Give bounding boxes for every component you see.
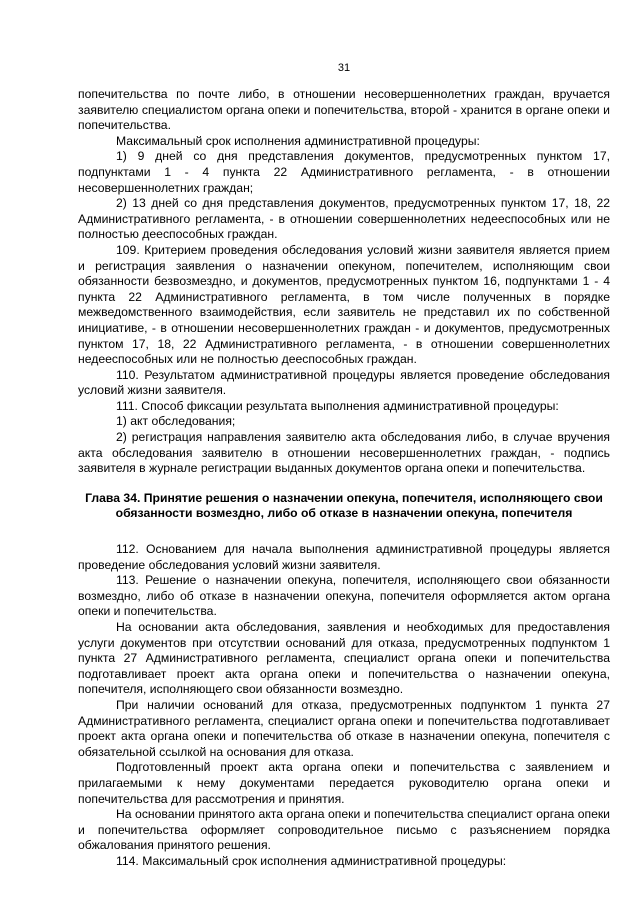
paragraph: 109. Критерием проведения обследования условий жизни заявителя является прием и регистрация заявления о назначении опекуном, попечителем, исполняющим свои обязанности безвозмездно, и документов, предусмотренных пунктом 16, подпунктами 1 - 4 пункта 22 Административного регламента, в том числе полученных в порядке межведомственного взаимодействия, если заявитель не представил их по собственной инициативе, - в отношении несовершеннолетних граждан - и документов, предусмотренных пунктом 17, 18, 22 Административного регламента, - в отношении совершеннолетних недееспособных или не полностью дееспособных граждан. (78, 242, 610, 367)
paragraph: 1) 9 дней со дня представления документов, предусмотренных пунктом 17, подпунктами 1 - 4 пункта 22 Административного регламента, - в отношении несовершеннолетних граждан; (78, 149, 610, 195)
paragraph: 113. Решение о назначении опекуна, попечителя, исполняющего свои обязанности возмездно, либо об отказе в назначении опекуна, попечителя оформляется актом органа опеки и попечительства. (78, 573, 610, 619)
paragraph: 2) 13 дней со дня представления документов, предусмотренных пунктом 17, 18, 22 Административного регламента, - в отношении совершеннолетних недееспособных или не полностью дееспособных граждан. (78, 196, 610, 242)
paragraph: Максимальный срок исполнения административной процедуры: (116, 133, 480, 148)
body-text-bottom (78, 542, 610, 869)
body-text-top (78, 87, 610, 477)
paragraph: Подготовленный проект акта органа опеки и попечительства с заявлением и прилагаемыми к нему документами передается руководителю органа опеки и попечительства для рассмотрения и принятия. (78, 760, 610, 806)
paragraph: попечительства по почте либо, в отношении несовершеннолетних граждан, вручается заявителю специалистом органа опеки и попечительства, второй - хранится в органе опеки и попечительства. (78, 87, 610, 133)
paragraph: На основании принятого акта органа опеки и попечительства специалист органа опеки и попечительства оформляет сопроводительное письмо с разъяснением порядка обжалования принятого решения. (78, 807, 610, 853)
paragraph: На основании акта обследования, заявления и необходимых для предоставления услуги документов при отсутствии оснований для отказа, предусмотренных подпунктом 1 пункта 27 Административного регламента, специалист органа опеки и попечительства подготавливает проект акта органа опеки и попечительства о назначении опекуна, попечителя, исполняющего свои обязанности возмездно. (78, 620, 610, 697)
page-number: 31 (337, 62, 351, 74)
paragraph: При наличии оснований для отказа, предусмотренных подпунктом 1 пункта 27 Административного регламента, специалист органа опеки и попечительства подготавливает проект акта органа опеки и попечительства об отказе в назначении опекуна, попечителя с обязательной ссылкой на основания для отказа. (78, 697, 610, 759)
paragraph: 114. Максимальный срок исполнения административной процедуры: (116, 853, 507, 868)
paragraph: 112. Основанием для начала выполнения административной процедуры является проведение обследования условий жизни заявителя. (78, 542, 610, 572)
paragraph: 110. Результатом административной процедуры является проведение обследования условий жизни заявителя. (78, 367, 610, 398)
paragraph: 1) акт обследования; (116, 414, 236, 429)
paragraph: 111. Способ фиксации результата выполнения административной процедуры: (116, 398, 559, 413)
paragraph: 2) регистрация направления заявителю акта обследования либо, в случае вручения акта обследования заявителю в отношении несовершеннолетних граждан, - подпись заявителя в журнале регистрации выданных документов органа опеки и попечительства. (78, 430, 610, 476)
chapter-heading: Глава 34. Принятие решения о назначении опекуна, попечителя, исполняющего свои обязанности возмездно, либо об отказе в назначении опекуна, попечителя (85, 490, 603, 521)
